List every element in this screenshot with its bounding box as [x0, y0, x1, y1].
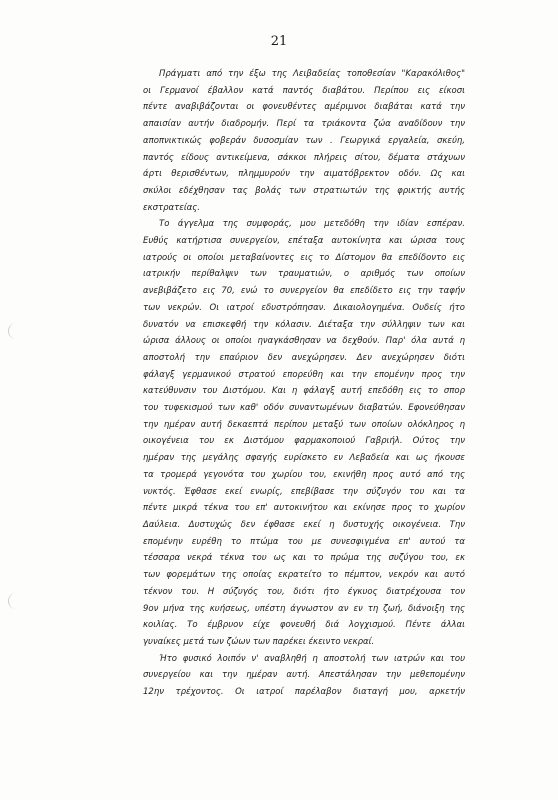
text-line: ώρισα άλλους οι οποίοι ηναγκάσθησαν να δεχθούν. Παρ' όλα αυτά η: [143, 336, 465, 347]
text-line: πέντε μικρά τέκνα του επ' αυτοκινήτου και εκίνησε προς το χωρίον: [143, 503, 465, 514]
body-text: [143, 66, 465, 701]
text-line: αποπνικτικώς φοβεράν δυσοσμίαν των . Γεωργικά εργαλεία, σκεύη,: [143, 135, 465, 146]
margin-hole-mark: [8, 593, 23, 609]
page-number: 21: [270, 34, 288, 49]
text-line: Το άγγελμα της συμφοράς, μου μετεδόθη την ιδίαν εσπέραν.: [159, 219, 465, 230]
text-line: αποστολή την επαύριον δεν ανεχώρησεν. Δεν ανεχώρησεν διότι: [143, 352, 465, 363]
text-line: την ημέραν αυτή δεκαεπτά περίπου μεταξύ των οποίων ολόκληρος η: [143, 419, 465, 430]
text-line: ιατρούς οι οποίοι μεταβαίνοντες εις το Δίστομον θα επεδίδοντο εις: [143, 252, 465, 263]
text-line: του τυφεκισμού των καθ' οδόν συναντωμένων διαβατών. Εφονεύθησαν: [143, 403, 465, 414]
text-line: παντός είδους αντικείμενα, σάκκοι πλήρεις σίτου, δέματα στάχυων: [143, 152, 465, 163]
text-line: φάλαγξ γερμανικού στρατού επορεύθη και την επομένην προς την: [143, 369, 465, 380]
text-line: εκστρατείας.: [143, 202, 200, 213]
text-line: νυκτός. Έφθασε εκεί ενωρίς, επεβίβασε την σύζυγόν του και τα: [143, 486, 465, 497]
text-line: γυναίκες μετά των ζώων των παρέκει έκειντο νεκραί.: [143, 636, 375, 647]
text-line: οι Γερμανοί έβαλλον κατά παντός διαβάτου. Περίπου εις είκοσι: [143, 85, 465, 96]
text-line: των νεκρών. Οι ιατροί εδυστρόπησαν. Δικαιολογημένα. Ουδείς ήτο: [143, 302, 465, 313]
text-line: τα τρομερά γεγονότα του χωρίου του, εκινήθη προς αυτό από της: [143, 469, 465, 480]
text-line: κοιλίας. Το έμβρυον είχε φονευθή διά λογχισμού. Πέντε άλλαι: [143, 620, 465, 631]
text-line: σκύλοι εδέχθησαν τας βολάς των στρατιωτών της φρικτής αυτής: [143, 185, 465, 196]
text-line: επομένην ευρέθη το πτώμα του με συνεσφιγμένα επ' αυτού τα: [143, 536, 465, 547]
paragraph-1: [143, 66, 465, 216]
text-line: Πράγματι από την έξω της Λειβαδείας τοποθεσίαν "Καρακόλιθος": [159, 69, 465, 79]
text-line: άρτι θερισθέντων, πλημμυρούν την αιματόβρεκτον οδόν. Ως και: [143, 169, 465, 180]
paragraph-3: [143, 651, 465, 701]
text-line: ιατρικήν περίθαλψιν των τραυματιών, ο αριθμός των οποίων: [143, 269, 465, 280]
text-line: ημέραν της μεγάλης σφαγής ευρίσκετο εν Λεβαδεία και ως ήκουσε: [143, 453, 465, 464]
text-line: Ήτο φυσικό λοιπόν ν' αναβληθή η αποστολή των ιατρών και του: [159, 653, 465, 664]
text-line: κατεύθυνσιν του Διστόμου. Και η φάλαγξ αυτή επεδόθη εις το σπορ: [143, 386, 465, 397]
text-line: τέκνον του. Η σύζυγός του, διότι ήτο έγκυος διατρέχουσα τον: [143, 586, 465, 597]
text-line: Ευθύς κατήρτισα συνεργείον, επέταξα αυτοκίνητα και ώρισα τους: [143, 236, 465, 247]
text-line: δυνατόν να επισκεφθή την κόλασιν. Διέταξα την σύλληψιν των και: [143, 319, 465, 330]
text-line: απαισίαν αυτήν διαδρομήν. Περί τα τριάκοντα ζώα αναδίδουν την: [143, 119, 465, 130]
text-line: των φορεμάτων της οποίας εκρατείτο το πέμπτον, νεκρόν και αυτό: [143, 570, 465, 581]
text-line: ανεβιβάζετο εις 70, ενώ το συνεργείον θα επεδίδετο εις την ταφήν: [143, 286, 465, 297]
text-line: τέσσαρα νεκρά τέκνα του ως και το πρώμα της συζύγου του, εκ: [143, 553, 465, 564]
text-line: 9ον μήνα της κυήσεως, υπέστη άγνωστον αν εν τη ζωή, διάνοιξη της: [143, 603, 465, 614]
text-line: πέντε αναβιβάζονται οι φονευθέντες αμέριμνοι διαβάται κατά την: [143, 102, 465, 113]
text-line: Δαύλεια. Δυστυχώς δεν έφθασε εκεί η δυστυχής οικογένεια. Την: [143, 519, 465, 530]
text-line: συνεργείου και την ημέραν αυτή. Απεστάλησαν την μεθεπομένην: [143, 670, 465, 681]
text-line: 12ην τρέχοντος. Οι ιατροί παρέλαβον διαταγή μου, αρκετήν: [143, 687, 465, 698]
margin-hole-mark: [8, 323, 23, 339]
paragraph-2: [143, 216, 465, 650]
text-line: οικογένεια του εκ Διστόμου φαρμακοποιού Γαβριήλ. Ούτος την: [143, 436, 465, 447]
